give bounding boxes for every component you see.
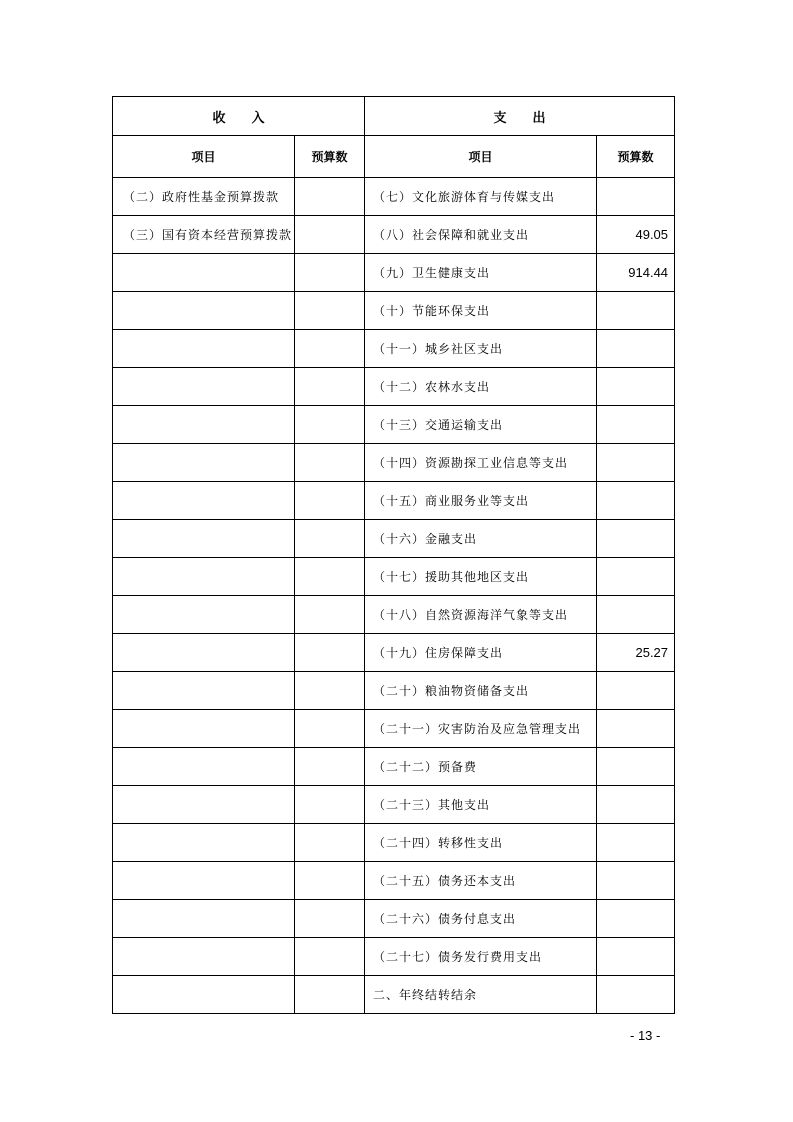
expenditure-value-cell	[597, 976, 675, 1014]
income-item-cell	[113, 748, 295, 786]
income-value-cell	[295, 976, 365, 1014]
expenditure-value-cell	[597, 520, 675, 558]
expenditure-value-cell	[597, 178, 675, 216]
income-value-cell	[295, 634, 365, 672]
income-value-cell	[295, 938, 365, 976]
income-value-cell	[295, 520, 365, 558]
expenditure-budget-header: 预算数	[597, 136, 675, 178]
expenditure-item-cell: （二十三）其他支出	[365, 786, 597, 824]
expenditure-value-cell	[597, 558, 675, 596]
income-item-cell	[113, 254, 295, 292]
income-budget-header: 预算数	[295, 136, 365, 178]
income-value-cell	[295, 824, 365, 862]
expenditure-item-cell: （十七）援助其他地区支出	[365, 558, 597, 596]
expenditure-value-cell	[597, 672, 675, 710]
income-item-cell	[113, 330, 295, 368]
page-number: - 13 -	[630, 1028, 661, 1043]
income-value-cell	[295, 900, 365, 938]
income-item-cell	[113, 444, 295, 482]
income-value-cell	[295, 596, 365, 634]
table-row	[113, 938, 675, 976]
income-item-cell	[113, 976, 295, 1014]
income-value-cell	[295, 216, 365, 254]
expenditure-value-cell	[597, 368, 675, 406]
income-item-cell	[113, 558, 295, 596]
income-item-cell	[113, 596, 295, 634]
expenditure-item-cell: （二十四）转移性支出	[365, 824, 597, 862]
expenditure-value-cell	[597, 748, 675, 786]
expenditure-item-cell: （十九）住房保障支出	[365, 634, 597, 672]
expenditure-item-cell: （七）文化旅游体育与传媒支出	[365, 178, 597, 216]
expenditure-value-cell	[597, 938, 675, 976]
expenditure-item-cell: （二十二）预备费	[365, 748, 597, 786]
income-value-cell	[295, 444, 365, 482]
table-body	[113, 178, 675, 1014]
table-row	[113, 634, 675, 672]
table-row	[113, 558, 675, 596]
income-value-cell	[295, 672, 365, 710]
income-value-cell	[295, 292, 365, 330]
expenditure-item-cell: （九）卫生健康支出	[365, 254, 597, 292]
expenditure-value-cell	[597, 786, 675, 824]
table-row	[113, 444, 675, 482]
expenditure-value-cell	[597, 862, 675, 900]
expenditure-value-cell: 914.44	[597, 254, 675, 292]
income-item-cell	[113, 634, 295, 672]
income-value-cell	[295, 558, 365, 596]
income-value-cell	[295, 406, 365, 444]
table-row	[113, 330, 675, 368]
table-row	[113, 976, 675, 1014]
income-header: 收 入	[113, 97, 365, 136]
income-item-cell	[113, 292, 295, 330]
expenditure-item-cell: （二十七）债务发行费用支出	[365, 938, 597, 976]
income-item-cell	[113, 710, 295, 748]
income-item-cell	[113, 824, 295, 862]
income-value-cell	[295, 710, 365, 748]
expenditure-item-cell: （十一）城乡社区支出	[365, 330, 597, 368]
expenditure-item-cell: （十）节能环保支出	[365, 292, 597, 330]
table-row	[113, 710, 675, 748]
table-row	[113, 482, 675, 520]
expenditure-item-cell: 二、年终结转结余	[365, 976, 597, 1014]
table-row	[113, 672, 675, 710]
income-value-cell	[295, 482, 365, 520]
expenditure-item-cell: （十六）金融支出	[365, 520, 597, 558]
table-row	[113, 748, 675, 786]
table-row	[113, 216, 675, 254]
expenditure-value-cell	[597, 482, 675, 520]
expenditure-value-cell	[597, 292, 675, 330]
income-value-cell	[295, 862, 365, 900]
expenditure-value-cell	[597, 406, 675, 444]
income-item-cell	[113, 900, 295, 938]
income-item-cell: （二）政府性基金预算拨款	[113, 178, 295, 216]
budget-table	[112, 96, 675, 1014]
income-value-cell	[295, 178, 365, 216]
expenditure-item-cell: （二十六）债务付息支出	[365, 900, 597, 938]
expenditure-item-cell: （二十）粮油物资储备支出	[365, 672, 597, 710]
expenditure-value-cell	[597, 824, 675, 862]
table-row	[113, 178, 675, 216]
expenditure-value-cell: 49.05	[597, 216, 675, 254]
table-row	[113, 520, 675, 558]
table-row	[113, 292, 675, 330]
table-header-row	[113, 97, 675, 136]
table-row	[113, 786, 675, 824]
income-item-cell	[113, 786, 295, 824]
expenditure-item-cell: （二十一）灾害防治及应急管理支出	[365, 710, 597, 748]
income-item-cell	[113, 406, 295, 444]
table-row	[113, 254, 675, 292]
expenditure-value-cell	[597, 596, 675, 634]
table-row	[113, 596, 675, 634]
table-row	[113, 900, 675, 938]
expenditure-value-cell	[597, 444, 675, 482]
table-row	[113, 406, 675, 444]
expenditure-value-cell	[597, 900, 675, 938]
expenditure-item-cell: （十三）交通运输支出	[365, 406, 597, 444]
income-item-cell	[113, 368, 295, 406]
income-value-cell	[295, 330, 365, 368]
expenditure-item-header: 项目	[365, 136, 597, 178]
income-item-header: 项目	[113, 136, 295, 178]
income-value-cell	[295, 368, 365, 406]
column-header-row	[113, 136, 675, 178]
income-item-cell	[113, 520, 295, 558]
table-row	[113, 824, 675, 862]
expenditure-item-cell: （二十五）债务还本支出	[365, 862, 597, 900]
expenditure-value-cell: 25.27	[597, 634, 675, 672]
table-row	[113, 368, 675, 406]
expenditure-value-cell	[597, 330, 675, 368]
income-item-cell	[113, 938, 295, 976]
income-value-cell	[295, 786, 365, 824]
income-item-cell	[113, 862, 295, 900]
expenditure-item-cell: （十二）农林水支出	[365, 368, 597, 406]
income-value-cell	[295, 254, 365, 292]
income-value-cell	[295, 748, 365, 786]
expenditure-item-cell: （十四）资源勘探工业信息等支出	[365, 444, 597, 482]
expenditure-value-cell	[597, 710, 675, 748]
table-row	[113, 862, 675, 900]
expenditure-item-cell: （八）社会保障和就业支出	[365, 216, 597, 254]
expenditure-header: 支 出	[365, 97, 675, 136]
expenditure-item-cell: （十八）自然资源海洋气象等支出	[365, 596, 597, 634]
income-item-cell	[113, 482, 295, 520]
expenditure-item-cell: （十五）商业服务业等支出	[365, 482, 597, 520]
income-item-cell: （三）国有资本经营预算拨款	[113, 216, 295, 254]
income-item-cell	[113, 672, 295, 710]
